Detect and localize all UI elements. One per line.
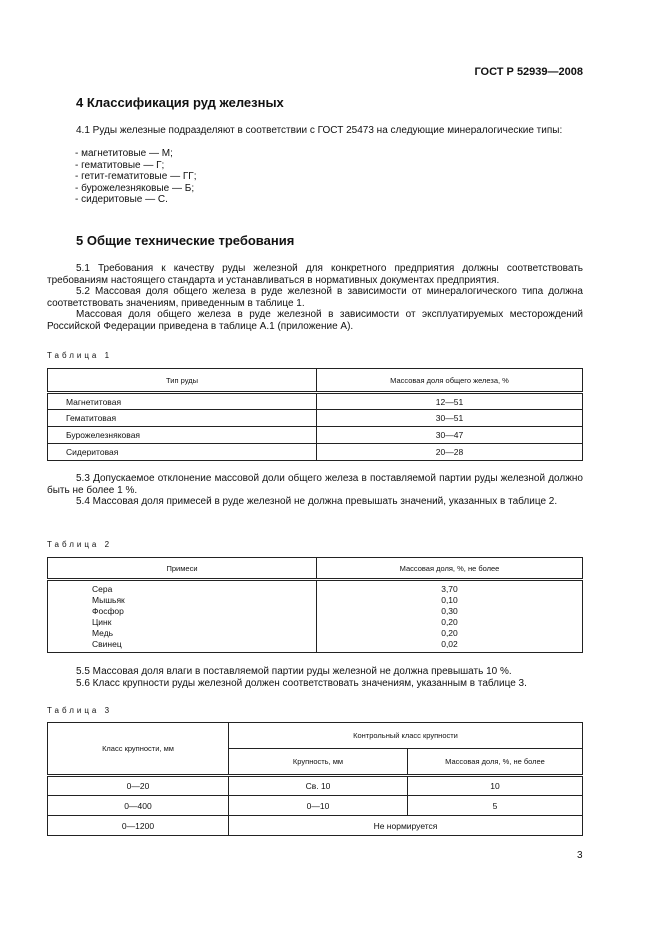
list-item: - гетит-гематитовые — ГГ; [75,171,197,183]
paragraph-5-2: 5.2 Массовая доля общего железа в руде железной в зависимости от минералогического типа должна соответствовать значениям, приведенным в таблице 1. [47,286,583,309]
table-cell: Мышьяк [92,595,125,605]
table-header: Массовая доля, %, не более [317,558,583,580]
paragraphs-5-1-5-2 [47,263,583,333]
table-cell: Свинец [92,639,122,649]
paragraph-5-5: 5.5 Массовая доля влаги в поставляемой партии руды железной не должна превышать 10 %. [76,666,512,677]
paragraph-5-1: 5.1 Требования к качеству руды железной для конкретного предприятия должны соответствовать требованиям настоящего стандарта и устанавливаться в нормативных документах предприятия. [47,263,583,286]
table-cell: Цинк [92,617,112,627]
paragraphs-5-3-5-4 [47,473,583,508]
table-cell: Сидеритовая [48,444,317,461]
table-3 [47,722,583,836]
page-number: 3 [577,850,583,861]
table-header: Массовая доля, %, не более [408,749,583,776]
impurity-names [48,580,317,653]
section-5-title: 5 Общие технические требования [76,233,295,248]
table-2 [47,557,583,653]
table-2-caption: Таблица 2 [47,540,113,549]
table-cell: Гематитовая [48,410,317,427]
table-cell: 30—51 [317,410,583,427]
table-3-caption: Таблица 3 [47,706,113,715]
impurity-values [317,580,583,653]
table-cell: 0,20 [441,628,458,638]
table-row [48,776,583,796]
list-item: - сидеритовые — С. [75,194,168,206]
table-1-caption: Таблица 1 [47,351,113,360]
list-item: - магнетитовые — М; [75,148,173,159]
paragraphs-5-5-5-6 [47,666,583,689]
table-cell: 0—10 [229,796,408,816]
table-cell: Не нормируется [229,816,583,836]
table-cell: Бурожелезняковая [48,427,317,444]
table-cell: 3,70 [441,584,458,594]
table-header: Контрольный класс крупности [229,723,583,749]
table-row [48,444,583,461]
table-header: Класс крупности, мм [48,723,229,776]
table-row [48,796,583,816]
table-cell: Магнетитовая [48,393,317,410]
table-header: Тип руды [48,369,317,393]
table-cell: Медь [92,628,114,638]
paragraph-5-6: 5.6 Класс крупности руды железной должен соответствовать значениям, указанным в таблице 3. [76,677,527,689]
document-header: ГОСТ Р 52939—2008 [474,66,583,78]
table-cell: 5 [408,796,583,816]
table-1 [47,368,583,461]
table-row [48,410,583,427]
paragraph-5-2-b: Массовая доля общего железа в руде железной в зависимости от эксплуатируемых месторождений Российской Федерации приведена в таблице А.1 (приложение А). [47,309,583,332]
table-header: Крупность, мм [229,749,408,776]
table-header: Массовая доля общего железа, % [317,369,583,393]
table-cell: 0,30 [441,606,458,616]
table-cell: 0,02 [441,639,458,649]
table-cell: 12—51 [317,393,583,410]
paragraph-text: 4.1 Руды железные подразделяют в соответствии с ГОСТ 25473 на следующие минералогические типы: [76,125,563,136]
paragraph-5-3: 5.3 Допускаемое отклонение массовой доли общего железа в поставляемой партии руды железной должно быть не более 1 %. [47,473,583,496]
table-cell: Сера [92,584,113,594]
list-item: - гематитовые — Г; [75,159,165,171]
table-row [48,393,583,410]
table-header: Примеси [48,558,317,580]
table-cell: Св. 10 [229,776,408,796]
table-cell: 20—28 [317,444,583,461]
table-row [48,427,583,444]
ore-types-list [75,148,196,206]
paragraph-5-4: 5.4 Массовая доля примесей в руде железной не должна превышать значений, указанных в таблице 2. [76,496,558,508]
table-cell: Фосфор [92,606,124,616]
table-cell: 0,10 [441,595,458,605]
table-cell: 0,20 [441,617,458,627]
table-cell: 30—47 [317,427,583,444]
list-item: - бурожелезняковые — Б; [75,182,195,194]
table-cell: 0—20 [48,776,229,796]
table-row [48,816,583,836]
table-cell: 10 [408,776,583,796]
section-4-title: 4 Классификация руд железных [76,95,284,110]
paragraph-4-1 [47,125,583,137]
table-cell: 0—400 [48,796,229,816]
table-cell: 0—1200 [48,816,229,836]
